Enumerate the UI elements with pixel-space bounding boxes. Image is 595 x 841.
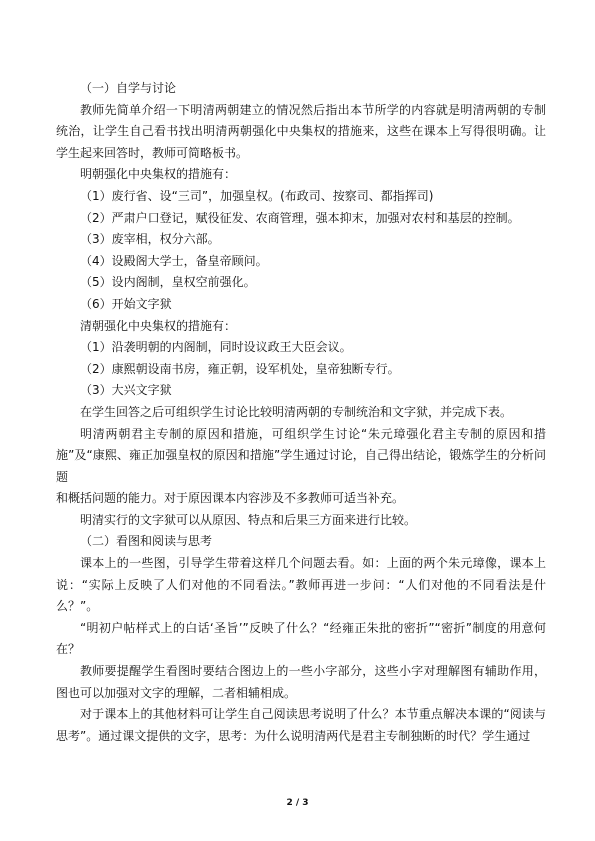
paragraph: 教师要提醒学生看图时要结合图边上的一些小字部分，这些小字对理解图有辅助作用，图也可以加强对文字的理解，二者相辅相成。 <box>56 664 546 700</box>
paragraph: 和概括问题的能力。对于原因课本内容涉及不多教师可适当补充。 <box>56 491 405 506</box>
paragraph: 在学生回答之后可组织学生讨论比较明清两朝的专制统治和文字狱，并完成下表。 <box>80 404 513 419</box>
section-heading-1: （一）自学与讨论 <box>80 81 177 95</box>
subheading-qing-measures: 清朝强化中央集权的措施有： <box>80 318 237 333</box>
list-item: （5）设内阁制，皇权空前强化。 <box>80 275 256 290</box>
paragraph: 明清两朝君主专制的原因和措施，可组织学生讨论“朱元璋强化君主专制的原因和措施”及“康熙、雍正加强皇权的原因和措施”学生通过讨论，自己得出结论，锻炼学生的分析问题 <box>56 426 546 484</box>
paragraph: “明初户帖样式上的白话‘圣旨’”反映了什么？“经雍正朱批的密折”“密折”制度的用意何在？ <box>56 620 546 657</box>
list-item: （1）沿袭明朝的内阁制，同时设议政王大臣会议。 <box>80 340 352 355</box>
paragraph: 明清实行的文字狱可以从原因、特点和后果三方面来进行比较。 <box>80 512 417 527</box>
page-number: 2 / 3 <box>286 798 309 808</box>
list-item: （2）严肃户口登记，赋役征发、农商管理，强本抑末，加强对农村和基层的控制。 <box>80 210 520 225</box>
list-item: （4）设殿阁大学士，备皇帝顾问。 <box>80 253 268 268</box>
list-item: （6）开始文字狱 <box>80 296 172 311</box>
paragraph: 教师先简单介绍一下明清两朝建立的情况然后指出本节所学的内容就是明清两朝的专制统治，让学生自己看书找出明清两朝强化中央集权的措施来，这些在课本上写得很明确。让学生起来回答时，教师可简略板书。 <box>56 102 546 160</box>
paragraph: 课本上的一些图，引导学生带着这样几个问题去看。如：上面的两个朱元璋像，课本上说：“实际上反映了人们对他的不同看法。”教师再进一步问：“人们对他的不同看法是什么？”。 <box>56 556 546 614</box>
document-body <box>56 78 546 747</box>
subheading-ming-measures: 明朝强化中央集权的措施有： <box>80 167 237 182</box>
list-item: （1）废行省、设“三司”，加强皇权。(布政司、按察司、都指挥司) <box>80 188 434 203</box>
section-heading-2: （二）看图和阅读与思考 <box>80 534 213 549</box>
paragraph: 对于课本上的其他材料可让学生自己阅读思考说明了什么？本节重点解决本课的“阅读与思考”。通过课文提供的文字，思考：为什么说明清两代是君主专制独断的时代？学生通过 <box>56 707 546 743</box>
list-item: （2）康熙朝设南书房，雍正朝，设军机处，皇帝独断专行。 <box>80 361 400 376</box>
list-item: （3）废宰相，权分六部。 <box>80 232 220 247</box>
list-item: （3）大兴文字狱 <box>80 383 172 398</box>
